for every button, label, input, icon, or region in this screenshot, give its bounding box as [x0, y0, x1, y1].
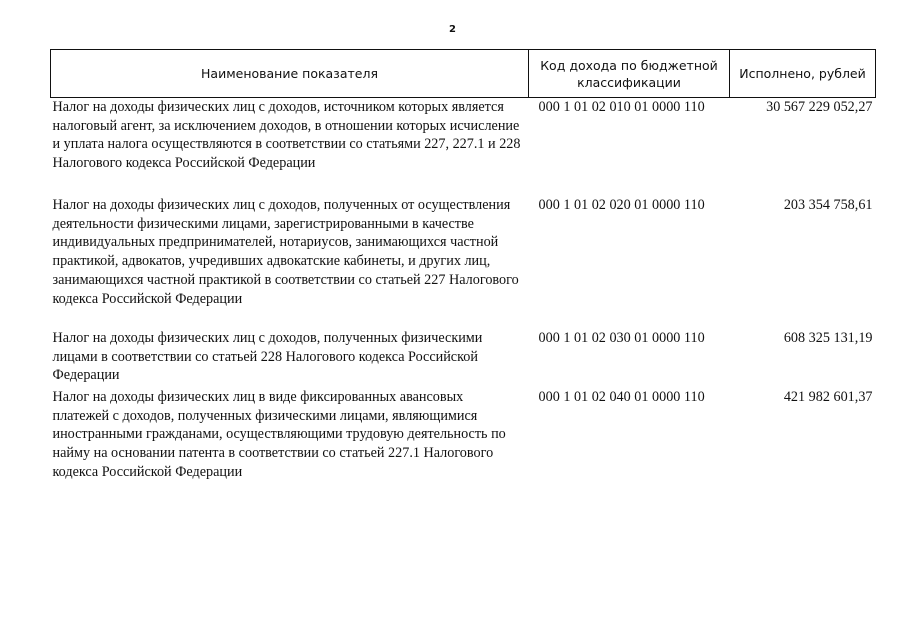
- executed-amount-cell: 421 982 601,37: [783, 389, 873, 405]
- revenue-table: [50, 49, 876, 484]
- header-executed-amount: Исполнено, рублей: [730, 50, 876, 98]
- executed-amount-cell: 203 354 758,61: [783, 197, 873, 213]
- indicator-name-cell: Налог на доходы физических лиц с доходов, источником которых является налоговый агент, за исключением доходов, в отношении которых исчисление и уплата налога осуществляются в соответствии со статьями 227, 227.1 и 228 Налогового кодекса Российской Федерации: [52, 99, 521, 172]
- table-row: [51, 329, 876, 388]
- indicator-name-cell: Налог на доходы физических лиц с доходов, полученных физическими лицами в соответствии со статьей 228 Налогового кодекса Российской Федерации: [52, 330, 483, 384]
- table-header-row: [51, 50, 876, 98]
- header-revenue-code: Код дохода по бюджетной классификации: [529, 50, 730, 98]
- header-indicator-name: Наименование показателя: [51, 50, 529, 98]
- revenue-code-cell: 000 1 01 02 010 01 0000 110: [538, 99, 705, 115]
- revenue-code-cell: 000 1 01 02 020 01 0000 110: [538, 197, 705, 213]
- table-row: [51, 98, 876, 197]
- executed-amount-cell: 608 325 131,19: [783, 330, 873, 346]
- revenue-code-cell: 000 1 01 02 040 01 0000 110: [538, 389, 705, 405]
- indicator-name-cell: Налог на доходы физических лиц в виде фиксированных авансовых платежей с доходов, полученных физическими лицами, являющимися иностранными гражданами, осуществляющими трудовую деятельность по найму на основании патента в соответствии со статьей 227.1 Налогового кодекса Российской Федерации: [52, 389, 506, 480]
- table-row: [51, 388, 876, 484]
- executed-amount-cell: 30 567 229 052,27: [766, 99, 873, 115]
- table-row: [51, 196, 876, 329]
- page-number: 2: [449, 24, 456, 35]
- indicator-name-cell: Налог на доходы физических лиц с доходов, полученных от осуществления деятельности физическими лицами, зарегистрированными в качестве индивидуальных предпринимателей, нотариусов, занимающихся частной практикой, адвокатов, учредивших адвокатские кабинеты, и других лиц, занимающихся частной практикой в соответствии со статьей 227 Налогового кодекса Российской Федерации: [52, 197, 519, 307]
- revenue-code-cell: 000 1 01 02 030 01 0000 110: [538, 330, 705, 346]
